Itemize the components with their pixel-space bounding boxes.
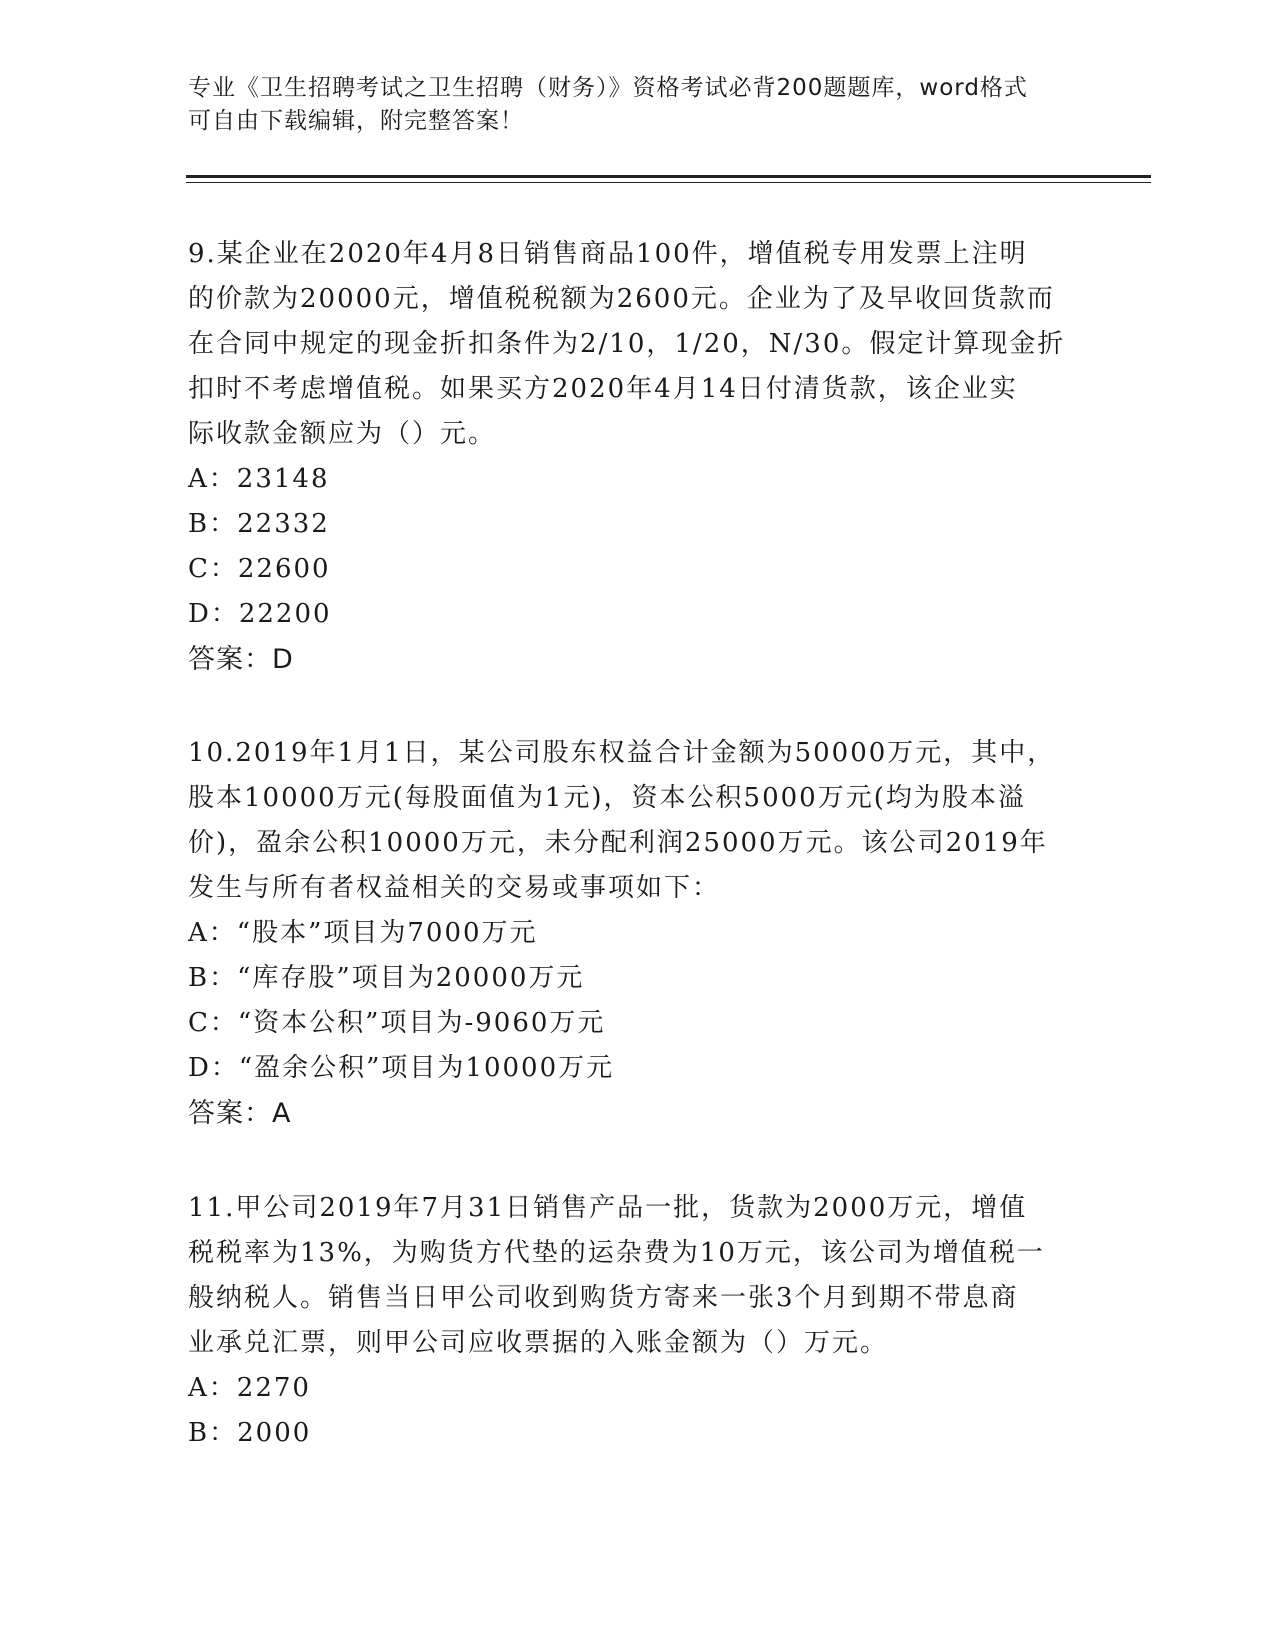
header-line-2: 可自由下载编辑，附完整答案！ [188,108,524,134]
question-line: 般纳税人。销售当日甲公司收到购货方寄来一张3个月到期不带息商 [188,1283,1019,1313]
document-header [188,72,1068,138]
option-a: A：23148 [188,464,330,494]
header-line-1: 专业《卫生招聘考试之卫生招聘（财务）》资格考试必背200题题库，word格式 [188,75,1028,101]
option-c: C：22600 [188,554,331,584]
header-divider-thick [186,175,1151,178]
option-b: B：22332 [188,509,330,539]
question-stem [188,731,1088,911]
question-line: 发生与所有者权益相关的交易或事项如下： [188,873,721,903]
question-line: 9.某企业在2020年4月8日销售商品100件，增值税专用发票上注明 [188,239,1028,269]
option-d: D：22200 [188,599,332,629]
question-line: 价)，盈余公积10000万元，未分配利润25000万元。该公司2019年 [188,828,1048,858]
answer: 答案：D [188,644,294,675]
question-line: 的价款为20000元，增值税税额为2600元。企业为了及早收回货款而 [188,284,1055,314]
question-line: 税税率为13%，为购货方代垫的运杂费为10万元，该公司为增值税一 [188,1238,1045,1268]
option-a: A：2270 [188,1373,311,1403]
option-a: A：“股本”项目为7000万元 [188,918,538,948]
question-line: 11.甲公司2019年7月31日销售产品一批，货款为2000万元，增值 [188,1193,1028,1223]
question-line: 10.2019年1月1日，某公司股东权益合计金额为50000万元，其中， [188,738,1056,768]
option-c: C：“资本公积”项目为-9060万元 [188,1008,606,1038]
question-11 [188,1186,1088,1456]
question-line: 在合同中规定的现金折扣条件为2/10，1/20，N/30。假定计算现金折 [188,329,1066,359]
question-stem [188,232,1088,457]
question-stem [188,1186,1088,1366]
question-9 [188,232,1088,682]
option-b: B：2000 [188,1418,312,1448]
option-d: D：“盈余公积”项目为10000万元 [188,1053,615,1083]
question-line: 扣时不考虑增值税。如果买方2020年4月14日付清货款，该企业实 [188,374,1018,404]
option-b: B：“库存股”项目为20000万元 [188,963,585,993]
answer: 答案：A [188,1098,292,1129]
question-line: 股本10000万元(每股面值为1元)，资本公积5000万元(均为股本溢 [188,783,1026,813]
question-line: 际收款金额应为（）元。 [188,419,497,449]
header-divider-thin [186,182,1151,183]
question-10 [188,731,1088,1136]
question-line: 业承兑汇票，则甲公司应收票据的入账金额为（）万元。 [188,1328,889,1358]
